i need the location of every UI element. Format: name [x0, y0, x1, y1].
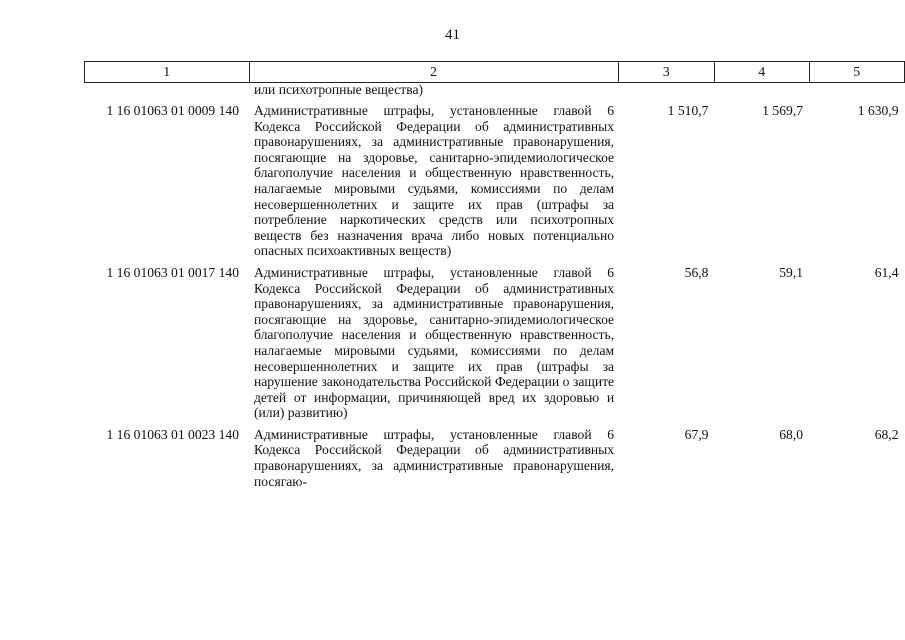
row-description: Административные штрафы, установленные главой 6 Кодекса Российской Федерации об административных правонарушениях, за административные правонарушения, посягающие на здоровье, санитарно-эпидемиологическое благополучие населения и общественную нравственность, налагаемые мировыми судьями, комиссиями по делам несовершеннолетних и защите их прав (штрафы за потребление наркотических средств или психотропных веществ без назначения врача либо новых потенциально опасных психоактивных веществ)	[254, 103, 615, 259]
continuation-row	[85, 83, 905, 104]
value-col3: 67,9	[684, 426, 709, 442]
table-row	[85, 265, 905, 427]
row-description: Административные штрафы, установленные главой 6 Кодекса Российской Федерации об административных правонарушениях, за административные правонарушения, посягающие на здоровье, санитарно-эпидемиологическое благополучие населения и общественную нравственность, налагаемые мировыми судьями, комиссиями по делам несовершеннолетних и защите их прав (штрафы за нарушение законодательства Российской Федерации о защите детей от информации, причиняющей вред их здоровью и (или) развитию)	[254, 264, 615, 421]
column-header-4: 4	[714, 62, 809, 83]
row-description: Административные штрафы, установленные главой 6 Кодекса Российской Федерации об административных правонарушениях, за административные правонарушения, посягаю-	[254, 426, 615, 489]
table-row	[85, 103, 905, 265]
value-col5: 61,4	[874, 264, 899, 280]
continuation-text: или психотропные вещества)	[254, 82, 424, 97]
value-col5: 1 630,9	[857, 103, 899, 118]
value-col3: 1 510,7	[667, 103, 709, 118]
budget-table	[84, 61, 905, 495]
value-col5: 68,2	[874, 426, 899, 442]
budget-code: 1 16 01063 01 0009 140	[106, 103, 239, 118]
header-row	[85, 62, 905, 83]
budget-code: 1 16 01063 01 0017 140	[106, 264, 239, 280]
column-header-5: 5	[809, 62, 904, 83]
column-header-3: 3	[618, 62, 714, 83]
table-row	[85, 427, 905, 495]
value-col4: 1 569,7	[762, 103, 804, 118]
budget-code: 1 16 01063 01 0023 140	[106, 426, 239, 442]
value-col3: 56,8	[684, 264, 709, 280]
value-col4: 59,1	[779, 264, 804, 280]
column-header-1: 1	[85, 62, 250, 83]
page-number: 41	[445, 27, 460, 43]
column-header-2: 2	[249, 62, 618, 83]
value-col4: 68,0	[779, 426, 804, 442]
